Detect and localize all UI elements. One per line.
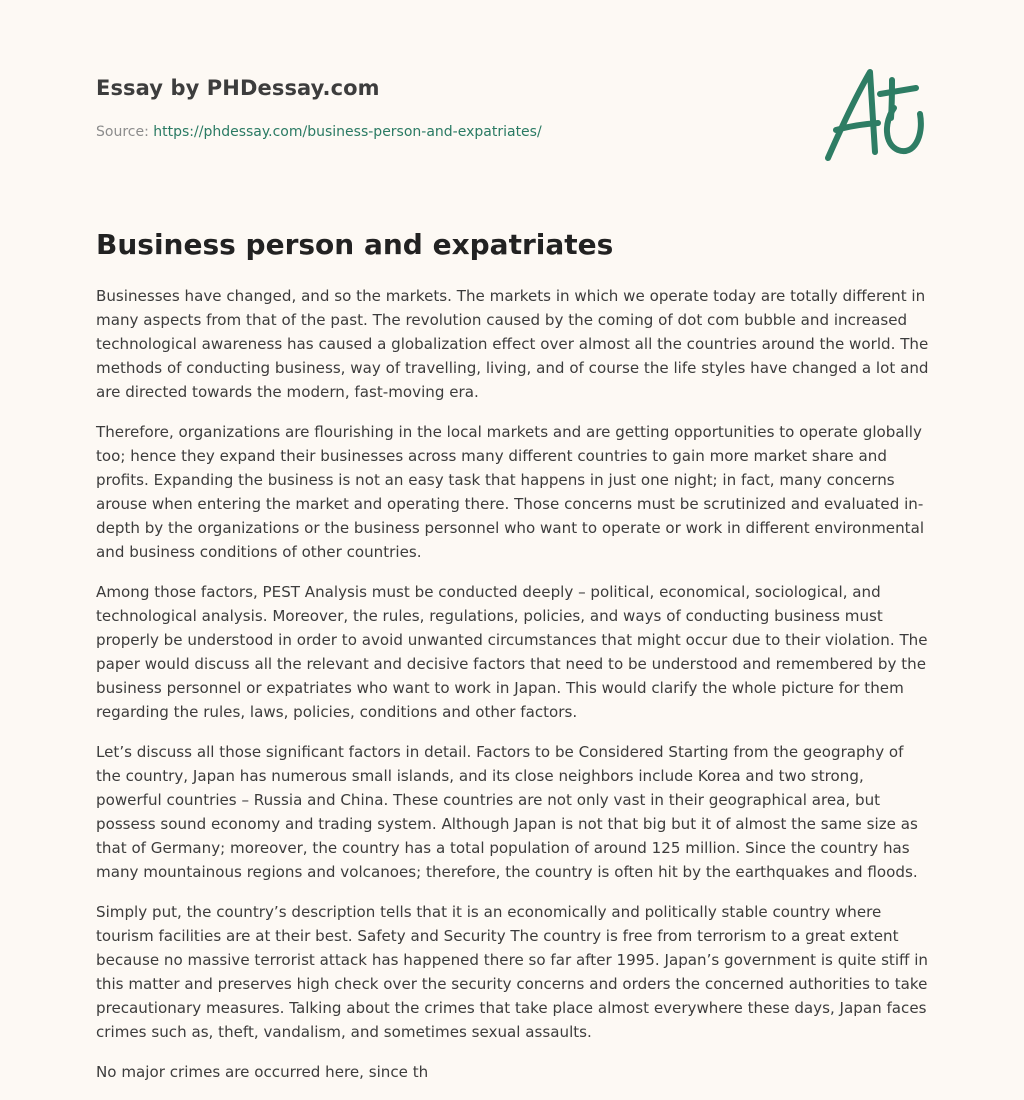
source-link[interactable]: https://phdessay.com/business-person-and-expatriates/ (153, 124, 542, 140)
essay-paragraph: No major crimes are occurred here, since th (96, 1063, 429, 1081)
source-label: Source: (96, 124, 149, 140)
a-plus-logo-icon (820, 64, 930, 168)
essay-paragraph: Among those factors, PEST Analysis must be conducted deeply – political, economical, sociological, and technological analysis. Moreover, the rules, regulations, policies, and ways of conducting business must properly be understood in order to avoid unwanted circumstances that might occur due to their violation. The paper would discuss all the relevant and decisive factors that need to be understood and remembered by the business personnel or expatriates who want to work in Japan. This would clarify the whole picture for them regarding the rules, laws, policies, conditions and other factors. (96, 583, 928, 721)
source-line (96, 124, 542, 140)
page-header (96, 0, 928, 210)
essay-title: Business person and expatriates (96, 228, 614, 261)
essay-paragraph: Let’s discuss all those significant factors in detail. Factors to be Considered Starting from the geography of the country, Japan has numerous small islands, and its close neighbors include Korea and two strong, powerful countries – Russia and China. These countries are not only vast in their geographical area, but possess sound economy and trading system. Although Japan is not that big but it of almost the same size as that of Germany; moreover, the country has a total population of around 125 million. Since the country has many mountainous regions and volcanoes; therefore, the country is often hit by the earthquakes and floods. (96, 743, 918, 881)
essay-body (96, 284, 932, 1100)
essay-paragraph: Therefore, organizations are flourishing in the local markets and are getting opportunities to operate globally too; hence they expand their businesses across many different countries to gain more market share and profits. Expanding the business is not an easy task that happens in just one night; in fact, many concerns arouse when entering the market and operating there. Those concerns must be scrutinized and evaluated in-depth by the organizations or the business personnel who want to operate or work in different environmental and business conditions of other countries. (96, 423, 925, 561)
essay-paragraph: Businesses have changed, and so the markets. The markets in which we operate today are totally different in many aspects from that of the past. The revolution caused by the coming of dot com bubble and increased technological awareness has caused a globalization effect over almost all the countries around the world. The methods of conducting business, way of travelling, living, and of course the life styles have changed a lot and are directed towards the modern, fast-moving era. (96, 287, 929, 401)
essay-paragraph: Simply put, the country’s description tells that it is an economically and politically stable country where tourism facilities are at their best. Safety and Security The country is free from terrorism to a great extent because no massive terrorist attack has happened there so far after 1995. Japan’s government is quite stiff in this matter and preserves high check over the security concerns and orders the concerned authorities to take precautionary measures. Talking about the crimes that take place almost everywhere these days, Japan faces crimes such as, theft, vandalism, and sometimes sexual assaults. (96, 903, 928, 1041)
brand-title: Essay by PHDessay.com (96, 76, 380, 100)
